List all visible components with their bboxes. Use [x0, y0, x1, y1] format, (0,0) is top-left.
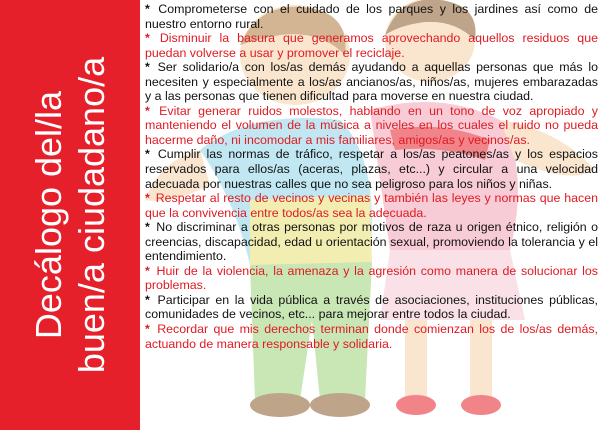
- decalogue-item-3: [145, 60, 598, 104]
- item-text: Cumplir las normas de tráfico, respetar a los/as peatones/as y los espacios reservados para ellos/as (aceras, plazas, etc...) y circular a una velocidad adecuada por nuestras calles que no sea peligroso para los niños y niñas.: [145, 147, 598, 191]
- bullet-marker: *: [145, 60, 150, 75]
- sidebar-band: [0, 0, 140, 430]
- item-text: No discriminar a otras personas por motivos de raza u origen étnico, religión o creencias, discapacidad, edad u orientación sexual, promoviendo la tolerancia y el entendimiento.: [145, 220, 598, 264]
- decalogue-item-5: [145, 147, 598, 191]
- item-text: Respetar al resto de vecinos y vecinas y también las leyes y normas que hacen que la convivencia entre todos/as sea la adecuada.: [145, 191, 598, 220]
- bullet-marker: *: [145, 103, 150, 118]
- decalogue-item-2: [145, 31, 598, 60]
- item-text: Disminuir la basura que generamos aprovechando aquellos residuos que puedan volverse a usar y promover el reciclaje.: [145, 31, 598, 60]
- item-text: Participar en la vida pública a través de asociaciones, instituciones públicas, comunidades de vecinos, etc... para mejorar entre todos la ciudad.: [145, 292, 598, 322]
- bullet-marker: *: [145, 322, 150, 337]
- bullet-marker: *: [145, 147, 150, 162]
- bullet-marker: *: [145, 263, 150, 278]
- decalogue-item-4: [145, 104, 598, 148]
- bullet-marker: *: [145, 292, 150, 307]
- bullet-marker: *: [145, 31, 150, 46]
- item-text: Evitar generar ruidos molestos, hablando en un tono de voz apropiado y manteniendo el volumen de la música a niveles en los cuales el ruido no pueda hacerme daño, ni incomodar a mis familiares, amigos/as y vecinos/as.: [145, 103, 598, 147]
- item-text: Comprometerse con el cuidado de los parques y los jardines así como de nuestro entorno rural.: [145, 2, 598, 31]
- sidebar-title: [27, 5, 113, 425]
- item-text: Recordar que mis derechos terminan donde comienzan los de los/as demás, actuando de manera responsable y solidaria.: [145, 322, 598, 351]
- item-text: Ser solidario/a con los/as demás ayudando a aquellas personas que más lo necesiten y especialmente a los/as ancianos/as, niños/as, mujeres embarazadas y a las personas que tienen dificultad para moverse en nuestra ciudad.: [145, 60, 598, 104]
- bullet-marker: *: [145, 220, 150, 235]
- decalogue-item-10: [145, 322, 598, 351]
- item-text: Huir de la violencia, la amenaza y la agresión como manera de solucionar los problemas.: [145, 263, 598, 293]
- decalogue-list: [145, 2, 598, 428]
- bullet-marker: *: [145, 191, 150, 206]
- decalogue-item-1: [145, 2, 598, 31]
- bullet-marker: *: [145, 2, 150, 16]
- decalogue-item-8: [145, 264, 598, 293]
- sidebar-title-line1: Decálogo del/la: [28, 90, 69, 340]
- decalogue-item-6: [145, 191, 598, 220]
- decalogue-item-9: [145, 293, 598, 322]
- decalogue-item-7: [145, 220, 598, 264]
- sidebar-title-line2: buen/a ciudadano/a: [71, 56, 112, 374]
